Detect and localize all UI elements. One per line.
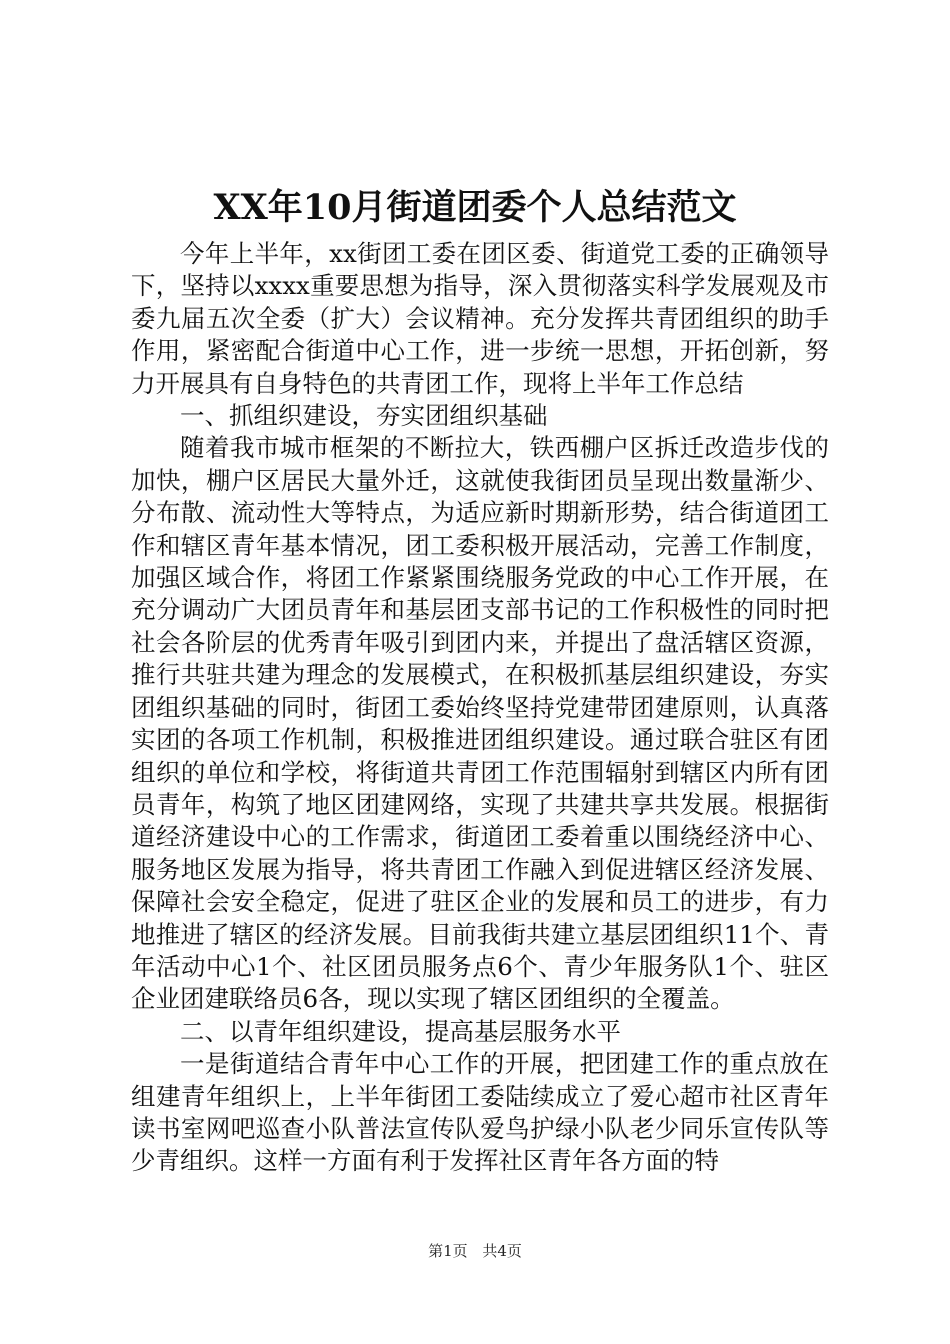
page-footer <box>0 1240 950 1262</box>
section-heading-2: 二、以青年组织建设，提高基层服务水平 <box>180 1016 621 1046</box>
page-number: 第1页 <box>428 1242 468 1260</box>
document-body <box>131 238 829 1178</box>
intro-paragraph: 今年上半年，xx街团工委在团区委、街道党工委的正确领导下，坚持以xxxx重要思想为指导，深入贯彻落实科学发展观及市委九届五次全委（扩大）会议精神。充分发挥共青团组织的助手作用，紧密配合街道中心工作，进一步统一思想，开拓创新，努力开展具有自身特色的共青团工作，现将上半年工作总结 <box>131 239 829 398</box>
section-2-paragraph: 一是街道结合青年中心工作的开展，把团建工作的重点放在组建青年组织上，上半年街团工委陆续成立了爱心超市社区青年读书室网吧巡查小队普法宣传队爱鸟护绿小队老少同乐宣传队等少青组织。这样一方面有利于发挥社区青年各方面的特 <box>131 1049 829 1176</box>
section-1-paragraph: 随着我市城市框架的不断拉大，铁西棚户区拆迁改造步伐的加快，棚户区居民大量外迁，这就使我街团员呈现出数量渐少、分布散、流动性大等特点，为适应新时期新形势，结合街道团工作和辖区青年基本情况，团工委积极开展活动，完善工作制度，加强区域合作，将团工作紧紧围绕服务党政的中心工作开展，在充分调动广大团员青年和基层团支部书记的工作积极性的同时把社会各阶层的优秀青年吸引到团内来，并提出了盘活辖区资源，推行共驻共建为理念的发展模式，在积极抓基层组织建设，夯实团组织基础的同时，街团工委始终坚持党建带团建原则，认真落实团的各项工作机制，积极推进团组织建设。通过联合驻区有团组织的单位和学校，将街道共青团工作范围辐射到辖区内所有团员青年，构筑了地区团建网络，实现了共建共享共发展。根据街道经济建设中心的工作需求，街道团工委着重以围绕经济中心、服务地区发展为指导，将共青团工作融入到促进辖区经济发展、保障社会安全稳定，促进了驻区企业的发展和员工的进步，有力地推进了辖区的经济发展。目前我街共建立基层团组织11个、青年活动中心1个、社区团员服务点6个、青少年服务队1个、驻区企业团建联络员6各，现以实现了辖区团组织的全覆盖。 <box>131 433 829 1014</box>
page-total: 共4页 <box>482 1242 522 1260</box>
section-heading-1: 一、抓组织建设，夯实团组织基础 <box>180 401 548 431</box>
document-title: XX年10月街道团委个人总结范文 <box>213 187 737 228</box>
